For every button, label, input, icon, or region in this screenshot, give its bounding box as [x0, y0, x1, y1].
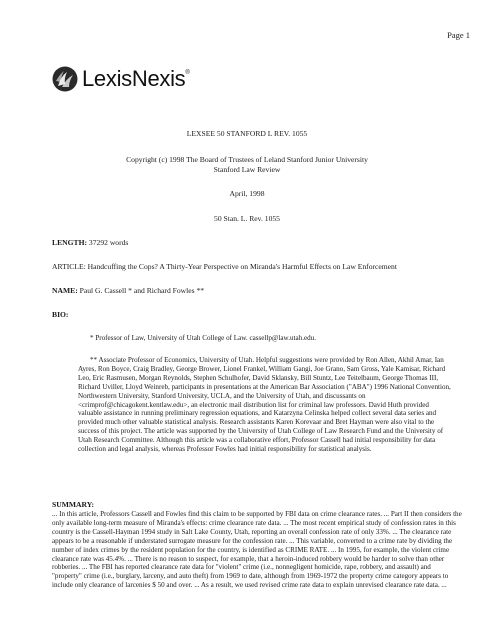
logo-text: LexisNexis® [82, 66, 190, 91]
copyright-line-2: Stanford Law Review [213, 165, 281, 174]
bio-label: BIO: [52, 310, 69, 319]
bio-footnote-2: ** Associate Professor of Economics, University of Utah. Helpful suggestions were provided by Ron Allen, Akhil Amar, Ian Ayres, Ron Boyce, Craig Bradley, George Brower, Lionel Frankel, William Gangi, Joe Grano, Sam Gross, Yale Kamisar, Richard Leo, Eric Rasmusen, Morgan Reynolds, Stephen Schulhofer, David Sklansky, Bill Stuntz, Lee Teitelbaum, George Thomas III, Richard Uviller, Lloyd Weinreb, participants in presentations at the American Bar Association ("ABA") 1996 National Convention, Northwestern University, Stanford University, UCLA, and the University of Utah, and discussants on <crimprof@chicagokent.kentlaw.edu>, an electronic mail distribution list for criminal law professors. David Huth provided valuable assistance in running preliminary regression equations, and Katarzyna Celinska helped collect several data series and provided much other valuable statistical analysis. Research assistants Karen Korevaar and Bret Hayman were also vital to the success of this project. The article was supported by the University of Utah College of Law Research Fund and the University of Utah Research Committee. Although this article was a collaborative effort, Professor Cassell had initial responsibility for data collection and legal analysis, whereas Professor Fowles had initial responsibility for statistical analysis. [78, 356, 451, 454]
bio-footnote-1: * Professor of Law, University of Utah College of Law. cassellp@law.utah.edu. [90, 334, 316, 342]
publication-date: April, 1998 [229, 189, 265, 198]
summary-label: SUMMARY: [52, 500, 95, 509]
page-number: Page 1 [447, 30, 470, 40]
length-line: LENGTH: 37292 words [52, 238, 129, 247]
lexisnexis-logo [52, 66, 190, 92]
summary-text: ... In this article, Professors Cassell and Fowles find this claim to be supported by FBI data on crime clearance rates. ... Part II then considers the only available long-term measure of Miranda's effects: crime clearance rate data. ... The most recent empirical study of confession rates in this country is the Cassell-Hayman 1994 study in Salt Lake County, Utah, reporting an overall confession rate of only 33%. ... The clearance rate appears to be a reasonable if understated surrogate measure for the confession rate. ... This variable, converted to a crime rate by dividing the number of index crimes by the resident population for the country, is identified as CRIME RATE. ... In 1995, for example, the violent crime clearance rate was 45.4%. ... There is no reason to suspect, for example, that a heroin-induced robbery would be harder to solve than other robberies. ... The FBI has reported clearance rate data for "violent" crime (i.e., nonnegligent homicide, rape, robbery, and assault) and "property" crime (i.e., burglary, larceny, and auto theft) from 1969 to date, although from 1969-1972 the property crime category appears to include only clearance of larcenies $ 50 and over. ... As a result, we used revised crime rate data to explain unrevised clearance rate data. ... [52, 510, 462, 590]
citation-header: LEXSEE 50 STANFORD L REV. 1055 [186, 129, 308, 138]
publication-cite: 50 Stan. L. Rev. 1055 [214, 214, 280, 223]
copyright-line-1: Copyright (c) 1998 The Board of Trustees of Leland Stanford Junior University [126, 155, 368, 164]
article-title: ARTICLE: Handcuffing the Cops? A Thirty-Year Perspective on Miranda's Harmful Effects on Law Enforcement [52, 262, 397, 271]
author-names: NAME: Paul G. Cassell * and Richard Fowles ** [52, 286, 205, 295]
lexisnexis-emblem-icon [52, 66, 78, 92]
